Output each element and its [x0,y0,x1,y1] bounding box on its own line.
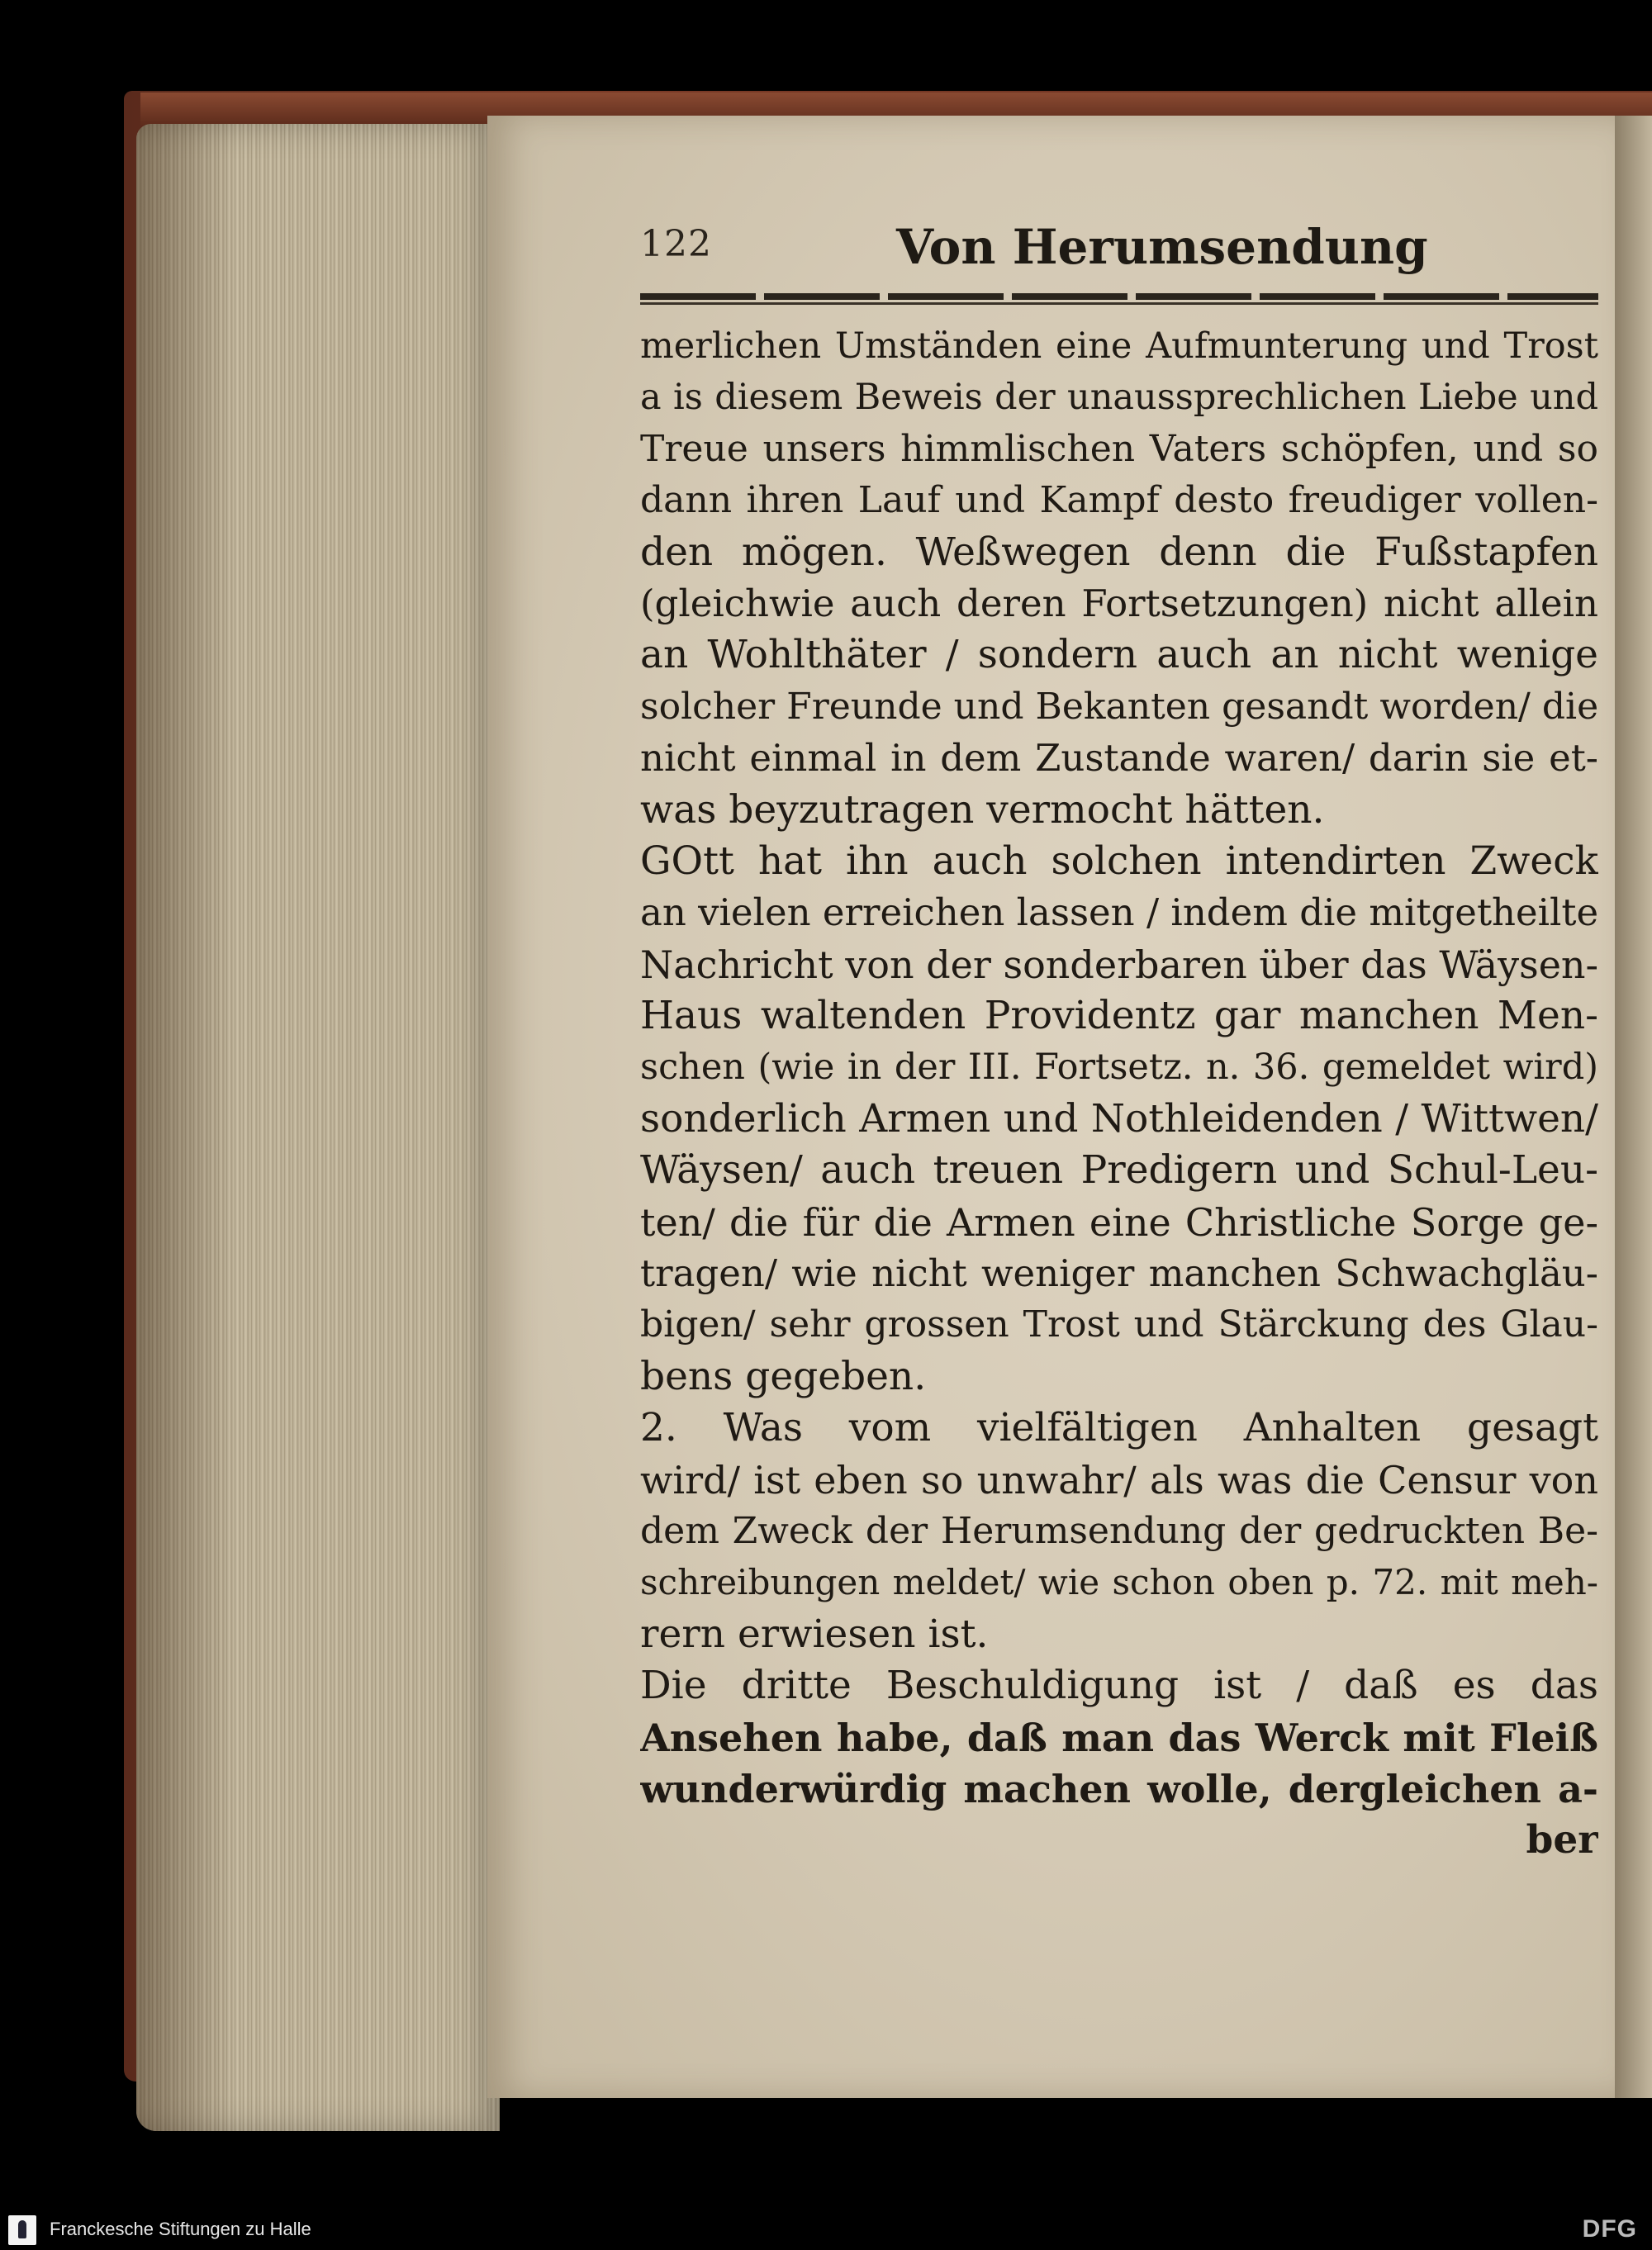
text-line: den mögen. Weßwegen denn die Fußstapfen [640,529,1598,575]
text-line: merlichen Umständen eine Aufmunterung und Trost [640,325,1598,367]
text-line: solcher Freunde und Bekanten gesandt worden/ die [640,685,1598,728]
text-line: sonderlich Armen und Nothleidenden / Wittwen/ [640,1095,1598,1142]
page-number: 122 [640,223,712,265]
text-line: an Wohlthäter / sondern auch an nicht wenige [640,632,1598,678]
text-line: dem Zweck der Herumsendung der gedruckten Be- [640,1509,1598,1552]
institution-logo-icon [8,2215,36,2245]
facing-page-edge [1615,116,1652,2098]
text-line: schen (wie in der III. Fortsetz. n. 36. gemeldet wird) [640,1047,1598,1089]
text-line: ten/ die für die Armen eine Christliche Sorge ge- [640,1199,1598,1245]
running-title: Von Herumsendung [896,219,1428,275]
text-line: 2. Was vom vielfältigen Anhalten gesagt [640,1405,1598,1451]
text-line: (gleichwie auch deren Fortsetzungen) nicht allein [640,581,1598,625]
text-line: Haus waltenden Providentz gar manchen Men- [640,993,1598,1039]
page-fore-edge-shadow [136,124,235,2131]
text-line: ber [1526,1817,1598,1863]
page-header [640,219,1598,277]
text-line: Ansehen habe, daß man das Werck mit Fleiß [640,1715,1598,1760]
header-rule [640,293,1598,300]
text-line: an vielen erreichen lassen / indem die mitgetheilte [640,890,1598,935]
text-line: schreibungen meldet/ wie schon oben p. 72. mit meh- [640,1562,1598,1603]
text-line: bigen/ sehr grossen Trost und Stärckung des Glau- [640,1303,1598,1346]
institution-name: Franckesche Stiftungen zu Halle [50,2219,311,2239]
text-line: wunderwürdig machen wolle, dergleichen a- [640,1766,1598,1811]
text-line: wird/ ist eben so unwahr/ als was die Censur von [640,1457,1598,1502]
text-line: a is diesem Beweis der unaussprechlichen Liebe und [640,377,1598,419]
text-line: Treue unsers himmlischen Vaters schöpfen, und so [640,427,1598,470]
text-line: was beyzutragen vermocht hätten. [640,786,1325,833]
footer-bar [0,2210,1652,2250]
dfg-badge: DFG [1582,2215,1637,2243]
text-line: nicht einmal in dem Zustande waren/ darin sie et- [640,736,1598,781]
text-line: Die dritte Beschuldigung ist / daß es das [640,1663,1598,1709]
text-line: bens gegeben. [640,1353,927,1399]
text-line: dann ihren Lauf und Kampf desto freudiger vollen- [640,479,1598,522]
text-line: Wäysen/ auch treuen Predigern und Schul-Leu- [640,1147,1598,1194]
text-line: Nachricht von der sonderbaren über das Wäysen- [640,942,1598,987]
text-line: GOtt hat ihn auch solchen intendirten Zweck [640,838,1598,884]
text-line: tragen/ wie nicht weniger manchen Schwachgläu- [640,1251,1598,1296]
text-line: rern erwiesen ist. [640,1611,989,1657]
header-rule-thin [640,302,1598,305]
body-text [640,320,1598,1867]
